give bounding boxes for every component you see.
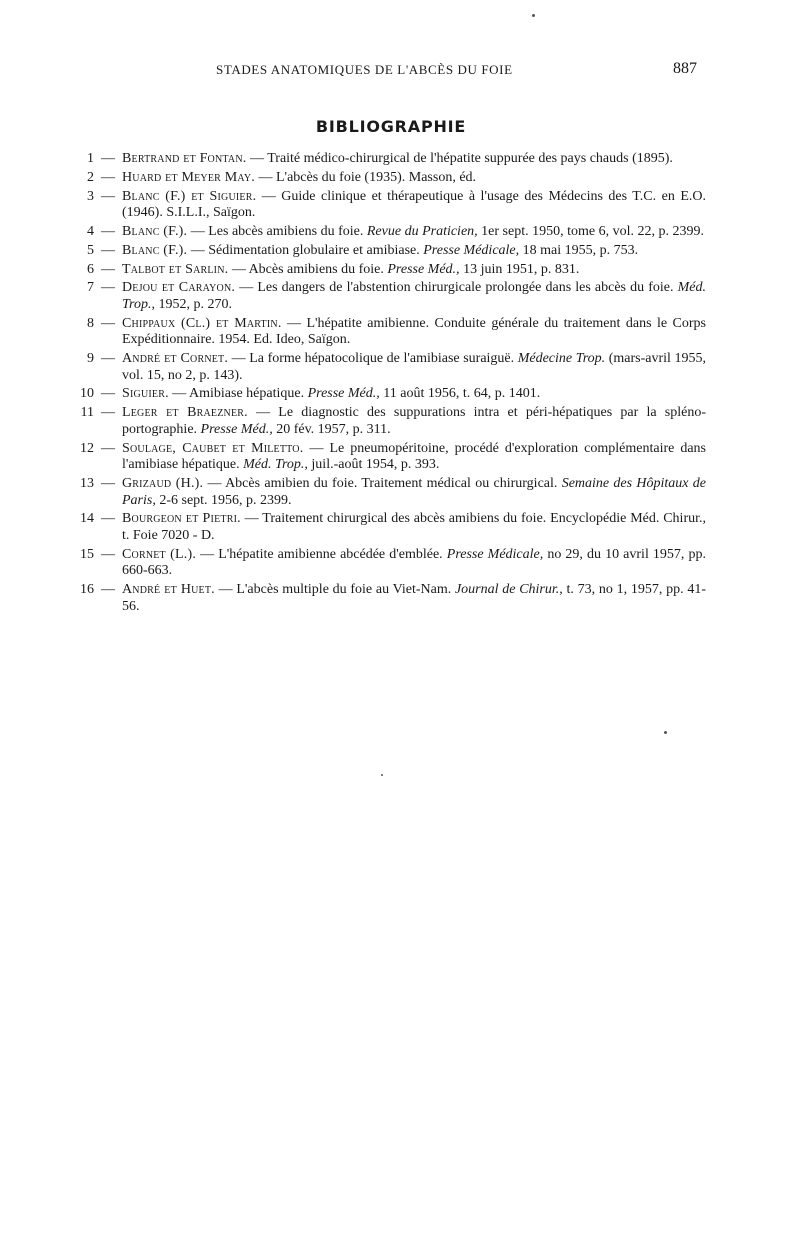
entry-number: 2 [87, 169, 94, 185]
entry-number: 10 [80, 386, 94, 402]
entry-title: — Le pneumopéritoine, procédé d'exploration complémentaire dans l'amibiase hépatique. [122, 440, 706, 473]
bibliography-entry [76, 441, 706, 474]
entry-authors: Blanc (F.) et Siguier. [122, 188, 257, 204]
bibliography-entry [76, 351, 706, 384]
entry-text [122, 280, 706, 313]
entry-title: — Abcès amibiens du foie. [228, 261, 388, 277]
entry-text [122, 547, 706, 580]
bibliography-entry [76, 582, 706, 615]
entry-dash: — [101, 546, 115, 562]
bibliography-entry [76, 511, 706, 544]
entry-journal: Méd. Trop. [122, 280, 706, 312]
bibliography-entry [76, 405, 706, 438]
entry-dash: — [101, 280, 115, 296]
bibliography-entry [76, 170, 706, 187]
entry-number: 1 [87, 151, 94, 166]
entry-details: , 1952, p. 270. [151, 296, 232, 312]
bibliography-list [76, 151, 706, 617]
entry-journal: Presse Méd., [387, 261, 460, 277]
entry-authors: Dejou et Carayon. [122, 280, 236, 296]
entry-authors: André et Cornet. [122, 351, 229, 367]
entry-title: — Les dangers de l'abstention chirurgicale prolongée dans les abcès du foie. [235, 280, 678, 296]
entry-text [122, 151, 706, 168]
entry-text [122, 476, 706, 509]
entry-number: 6 [87, 261, 94, 277]
entry-journal: Presse Méd., [307, 386, 380, 402]
bibliography-entry [76, 476, 706, 509]
entry-journal: Semaine des Hôpitaux de Paris, [122, 475, 706, 508]
entry-title: — L'abcès multiple du foie au Viet-Nam. [214, 582, 455, 598]
entry-text [122, 224, 706, 241]
bibliography-entry [76, 189, 706, 222]
entry-dash: — [101, 440, 115, 456]
entry-title: — Amibiase hépatique. [168, 386, 308, 402]
entry-dash: — [101, 242, 115, 258]
entry-authors: Cornet (L.). [122, 546, 197, 562]
entry-journal: Presse Médicale, [446, 546, 544, 562]
entry-title: — L'hépatite amibienne. Conduite générale du traitement dans le Corps Expéditionnaire. 1954. Ed. Ideo, Saïgon. [122, 315, 706, 348]
bibliography-entry [76, 280, 706, 313]
entry-number: 8 [87, 315, 94, 331]
entry-authors: Siguier. [122, 386, 169, 402]
entry-number: 3 [87, 188, 94, 204]
entry-dash: — [101, 261, 115, 277]
entry-journal: Revue du Praticien, [366, 223, 478, 239]
entry-authors: Blanc (F.). [122, 242, 188, 258]
bibliography-entry [76, 151, 706, 168]
entry-details: t. 73, no 1, 1957, pp. 41-56. [122, 582, 706, 614]
entry-authors: André et Huet. [122, 582, 215, 598]
entry-dash: — [101, 351, 115, 367]
entry-title: — Traitement chirurgical des abcès amibiens du foie. Encyclopédie Méd. Chirur., t. Foie 7020 - D. [122, 511, 706, 543]
entry-authors: Talbot et Sarlin. [122, 261, 229, 277]
entry-title: — Traité médico-chirurgical de l'hépatite suppurée des pays chauds (1895). [246, 151, 673, 166]
entry-number: 4 [87, 223, 94, 239]
entry-number: 14 [80, 511, 94, 527]
entry-text [122, 170, 706, 187]
entry-details: 2-6 sept. 1956, p. 2399. [155, 492, 292, 508]
bibliography-entry [76, 316, 706, 349]
entry-authors: Bertrand et Fontan. [122, 151, 247, 166]
scan-speck [664, 731, 667, 734]
entry-title: — La forme hépatocolique de l'amibiase suraiguë. [228, 351, 518, 367]
bibliography-entry [76, 547, 706, 580]
entry-dash: — [101, 386, 115, 402]
entry-text [122, 511, 706, 544]
entry-journal: Méd. Trop., [243, 457, 308, 473]
entry-number: 16 [80, 582, 94, 598]
bibliography-entry [76, 386, 706, 403]
entry-details: 18 mai 1955, p. 753. [519, 242, 639, 258]
entry-authors: Soulage, Caubet et Miletto. [122, 440, 304, 456]
entry-number: 11 [80, 405, 94, 421]
entry-journal: Presse Médicale, [423, 242, 520, 258]
entry-text [122, 189, 706, 222]
entry-authors: Blanc (F.). [122, 223, 188, 239]
entry-dash: — [101, 169, 115, 185]
entry-dash: — [101, 223, 115, 239]
entry-text [122, 441, 706, 474]
entry-details: 1er sept. 1950, tome 6, vol. 22, p. 2399. [477, 223, 704, 239]
entry-title: — Guide clinique et thérapeutique à l'usage des Médecins des T.C. en E.O. (1946). S.I.L.I., Saïgon. [122, 188, 707, 221]
entry-details: (mars-avril 1955, vol. 15, no 2, p. 143). [122, 351, 707, 383]
entry-details: juil.-août 1954, p. 393. [307, 457, 440, 473]
running-head [0, 60, 800, 80]
entry-dash: — [101, 511, 115, 527]
entry-number: 15 [80, 546, 94, 562]
entry-title: — Les abcès amibiens du foie. [187, 223, 367, 239]
entry-number: 7 [87, 280, 94, 296]
entry-journal: Journal de Chirur., [454, 582, 563, 598]
entry-text [122, 316, 706, 349]
entry-title: — L'hépatite amibienne abcédée d'emblée. [196, 546, 447, 562]
entry-authors: Chippaux (Cl.) et Martin. [122, 315, 282, 331]
entry-number: 5 [87, 242, 94, 258]
entry-details: 20 fév. 1957, p. 311. [272, 421, 391, 437]
entry-text [122, 405, 706, 438]
entry-title: — Abcès amibien du foie. Traitement médical ou chirurgical. [203, 475, 562, 491]
entry-details: 11 août 1956, t. 64, p. 1401. [379, 386, 541, 402]
entry-journal: Presse Méd., [200, 421, 273, 437]
entry-text [122, 386, 706, 403]
section-title: BIBLIOGRAPHIE [315, 117, 467, 136]
bibliography-entry [76, 262, 706, 279]
entry-title: — Sédimentation globulaire et amibiase. [187, 242, 424, 258]
entry-dash: — [101, 188, 115, 204]
entry-authors: Bourgeon et Pietri. [122, 511, 241, 527]
entry-text [122, 243, 706, 260]
entry-text [122, 351, 706, 384]
page-number: 887 [673, 60, 697, 77]
running-title: STADES ANATOMIQUES DE L'ABCÈS DU FOIE [216, 62, 513, 77]
entry-authors: Leger et Braezner. [122, 405, 248, 421]
scan-speck [532, 14, 535, 17]
entry-text [122, 262, 706, 279]
entry-journal: Médecine Trop. [517, 351, 606, 367]
entry-details: no 29, du 10 avril 1957, pp. 660-663. [122, 546, 707, 579]
entry-number: 13 [80, 475, 94, 491]
entry-number: 12 [80, 440, 94, 456]
bibliography-entry [76, 243, 706, 260]
entry-authors: Grizaud (H.). [122, 475, 204, 491]
entry-number: 9 [87, 351, 94, 367]
entry-dash: — [101, 582, 115, 598]
entry-details: 13 juin 1951, p. 831. [459, 261, 580, 277]
entry-authors: Huard et Meyer May. [122, 169, 255, 185]
entry-dash: — [101, 405, 115, 421]
scan-speck [381, 774, 383, 776]
entry-dash: — [101, 315, 115, 331]
entry-dash: — [101, 151, 115, 166]
entry-title: — Le diagnostic des suppurations intra et péri-hépatiques par la spléno-portographie. [122, 405, 706, 437]
entry-text [122, 582, 706, 615]
entry-dash: — [101, 475, 115, 491]
entry-title: — L'abcès du foie (1935). Masson, éd. [255, 169, 477, 185]
bibliography-entry [76, 224, 706, 241]
